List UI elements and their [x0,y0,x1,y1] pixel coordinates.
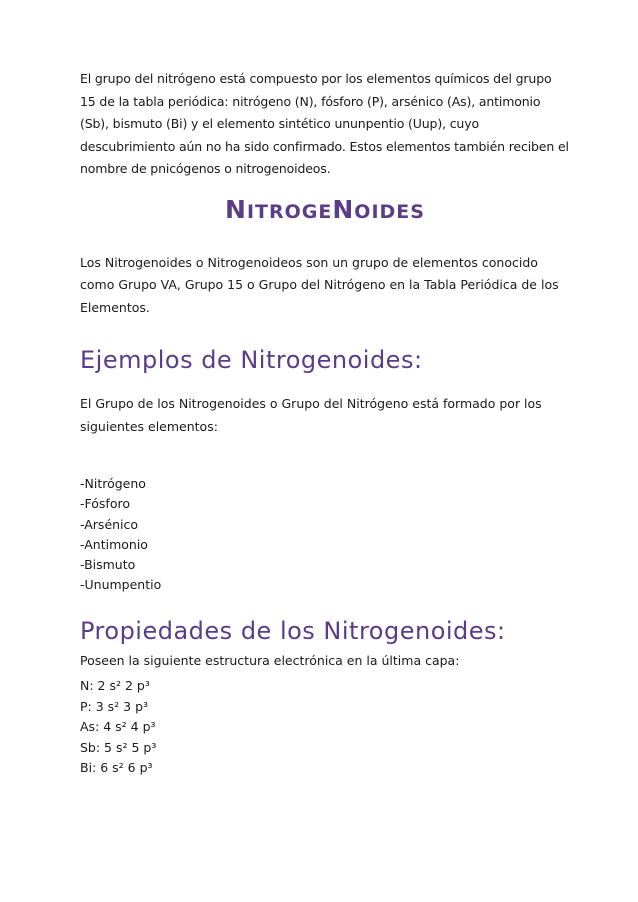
propiedades-heading: Propiedades de los Nitrogenoides: [80,616,506,645]
page-title [80,195,570,227]
list-item: -Fósforo [80,496,130,512]
title-part-1: ITROGE [246,200,333,223]
lead-paragraph: Los Nitrogenoides o Nitrogenoideos son un grupo de elementos conocido como Grupo VA, Grupo 15 o Grupo del Nitrógeno en la Tabla Periódica de los Elementos. [80,254,559,315]
element-list [80,474,570,596]
intro-paragraph: El grupo del nitrógeno está compuesto por los elementos químicos del grupo 15 de la tabla periódica: nitrógeno (N), fósforo (P), arsénico (As), antimonio (Sb), bismuto (Bi) y el elemento sintético ununpentio (Uup), cuyo descubrimiento aún no ha sido confirmado. Estos elementos también reciben el nombre de pnicógenos o nitrogenoideos. [80,71,569,176]
config-line: Bi: 6 s² 6 p³ [80,760,153,776]
title-letter-n2: N [332,194,355,224]
config-line: P: 3 s² 3 p³ [80,698,149,714]
list-item: -Unumpentio [80,577,162,593]
electron-config-list [80,676,570,779]
config-line: Sb: 5 s² 5 p³ [80,739,157,755]
list-item: -Arsénico [80,516,139,532]
ejemplos-heading: Ejemplos de Nitrogenoides: [80,346,423,374]
propiedades-paragraph: Poseen la siguiente estructura electrónica en la última capa: [80,652,460,668]
title-letter-n: N [225,194,247,224]
list-item: -Nitrógeno [80,476,146,491]
document-page [80,68,570,779]
config-line: As: 4 s² 4 p³ [80,719,156,735]
list-item: -Antimonio [80,536,148,552]
title-part-2: OIDES [354,200,425,223]
ejemplos-paragraph: El Grupo de los Nitrogenoides o Grupo del Nitrógeno está formado por los siguientes elementos: [80,396,542,434]
list-item: -Bismuto [80,557,136,573]
config-line: N: 2 s² 2 p³ [80,678,150,694]
